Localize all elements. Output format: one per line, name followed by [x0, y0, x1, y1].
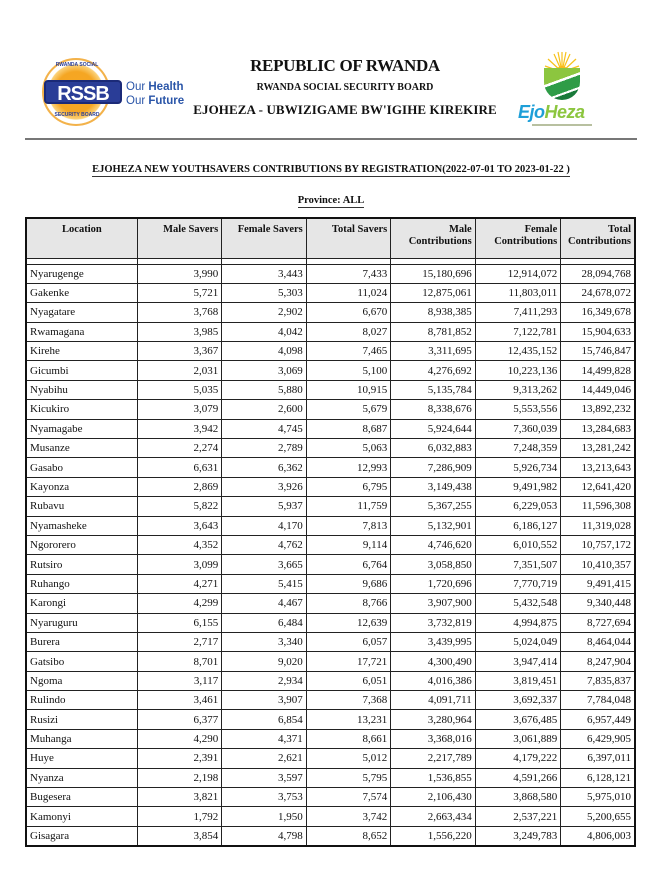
cell-male-savers: 3,985 [137, 322, 221, 341]
table-row [26, 361, 635, 380]
cell-male-contributions: 3,368,016 [391, 729, 475, 748]
cell-location: Musanze [26, 439, 137, 458]
cell-total-contributions: 13,213,643 [561, 458, 635, 477]
column-header-male-savers: Male Savers [137, 218, 221, 258]
cell-total-contributions: 24,678,072 [561, 283, 635, 302]
cell-total-contributions: 14,449,046 [561, 380, 635, 399]
tagline-health: Health [148, 81, 184, 93]
cell-female-contributions: 7,351,507 [475, 555, 561, 574]
cell-male-savers: 3,099 [137, 555, 221, 574]
cell-total-contributions: 8,464,044 [561, 632, 635, 651]
table-row [26, 807, 635, 826]
cell-male-savers: 5,822 [137, 497, 221, 516]
cell-location: Gicumbi [26, 361, 137, 380]
cell-male-savers: 2,717 [137, 632, 221, 651]
cell-total-contributions: 11,596,308 [561, 497, 635, 516]
cell-female-savers: 5,937 [222, 497, 306, 516]
cell-location: Karongi [26, 594, 137, 613]
cell-total-contributions: 13,892,232 [561, 400, 635, 419]
cell-female-savers: 2,934 [222, 671, 306, 690]
cell-female-savers: 4,798 [222, 826, 306, 846]
cell-total-savers: 8,027 [306, 322, 390, 341]
cell-male-contributions: 4,746,620 [391, 535, 475, 554]
table-row [26, 322, 635, 341]
cell-total-savers: 8,766 [306, 594, 390, 613]
cell-total-contributions: 6,429,905 [561, 729, 635, 748]
cell-total-savers: 7,574 [306, 788, 390, 807]
cell-total-savers: 10,915 [306, 380, 390, 399]
cell-total-savers: 3,742 [306, 807, 390, 826]
cell-male-savers: 3,990 [137, 264, 221, 283]
column-header-location: Location [26, 218, 137, 258]
ejoheza-slogan-line [532, 124, 592, 126]
cell-male-contributions: 3,058,850 [391, 555, 475, 574]
ejoheza-wordmark [518, 102, 585, 123]
cell-total-savers: 9,114 [306, 535, 390, 554]
cell-female-contributions: 7,411,293 [475, 303, 561, 322]
cell-female-contributions: 7,122,781 [475, 322, 561, 341]
cell-female-contributions: 3,947,414 [475, 652, 561, 671]
cell-total-savers: 8,687 [306, 419, 390, 438]
cell-male-savers: 3,117 [137, 671, 221, 690]
cell-male-savers: 2,198 [137, 768, 221, 787]
cell-location: Ruhango [26, 574, 137, 593]
rssb-logo-bottom-arc: SECURITY BOARD [54, 112, 100, 118]
cell-total-contributions: 15,746,847 [561, 342, 635, 361]
cell-total-savers: 9,686 [306, 574, 390, 593]
cell-male-contributions: 1,556,220 [391, 826, 475, 846]
table-row [26, 439, 635, 458]
cell-female-contributions: 7,770,719 [475, 574, 561, 593]
cell-female-savers: 2,600 [222, 400, 306, 419]
cell-male-contributions: 1,720,696 [391, 574, 475, 593]
cell-female-savers: 3,665 [222, 555, 306, 574]
cell-location: Muhanga [26, 729, 137, 748]
cell-total-contributions: 15,904,633 [561, 322, 635, 341]
cell-female-savers: 9,020 [222, 652, 306, 671]
cell-female-savers: 2,902 [222, 303, 306, 322]
cell-male-contributions: 1,536,855 [391, 768, 475, 787]
cell-female-contributions: 7,248,359 [475, 439, 561, 458]
cell-male-savers: 3,854 [137, 826, 221, 846]
wordmark-ejo: Ejo [518, 102, 545, 122]
cell-total-savers: 5,679 [306, 400, 390, 419]
cell-location: Gakenke [26, 283, 137, 302]
cell-female-savers: 4,042 [222, 322, 306, 341]
cell-female-savers: 4,371 [222, 729, 306, 748]
cell-male-savers: 3,821 [137, 788, 221, 807]
cell-total-contributions: 8,727,694 [561, 613, 635, 632]
cell-total-savers: 6,670 [306, 303, 390, 322]
cell-total-contributions: 5,975,010 [561, 788, 635, 807]
cell-female-contributions: 9,313,262 [475, 380, 561, 399]
cell-male-savers: 3,461 [137, 691, 221, 710]
table-row [26, 652, 635, 671]
cell-total-contributions: 14,499,828 [561, 361, 635, 380]
table-header-row [26, 218, 635, 258]
cell-total-savers: 13,231 [306, 710, 390, 729]
cell-male-contributions: 2,217,789 [391, 749, 475, 768]
cell-total-contributions: 5,200,655 [561, 807, 635, 826]
table-row [26, 574, 635, 593]
cell-female-contributions: 5,024,049 [475, 632, 561, 651]
cell-location: Bugesera [26, 788, 137, 807]
country-title: REPUBLIC OF RWANDA [250, 56, 440, 75]
cell-male-contributions: 5,132,901 [391, 516, 475, 535]
cell-female-contributions: 12,914,072 [475, 264, 561, 283]
cell-location: Ngororero [26, 535, 137, 554]
cell-total-savers: 7,465 [306, 342, 390, 361]
cell-male-contributions: 5,924,644 [391, 419, 475, 438]
cell-male-savers: 2,869 [137, 477, 221, 496]
cell-male-contributions: 7,286,909 [391, 458, 475, 477]
cell-male-contributions: 4,016,386 [391, 671, 475, 690]
cell-female-savers: 4,170 [222, 516, 306, 535]
program-title: EJOHEZA - UBWIZIGAME BW'IGIHE KIREKIRE [193, 102, 497, 117]
cell-total-savers: 6,795 [306, 477, 390, 496]
cell-total-contributions: 16,349,678 [561, 303, 635, 322]
cell-total-contributions: 6,397,011 [561, 749, 635, 768]
report-title-text: EJOHEZA NEW YOUTHSAVERS CONTRIBUTIONS BY REGISTRATION(2022-07-01 TO 2023-01-22 ) [92, 164, 570, 175]
cell-female-savers: 4,467 [222, 594, 306, 613]
cell-female-contributions: 4,179,222 [475, 749, 561, 768]
cell-location: Kamonyi [26, 807, 137, 826]
cell-male-contributions: 12,875,061 [391, 283, 475, 302]
cell-female-savers: 3,069 [222, 361, 306, 380]
cell-female-contributions: 3,676,485 [475, 710, 561, 729]
table-row [26, 632, 635, 651]
cell-male-savers: 3,942 [137, 419, 221, 438]
cell-location: Huye [26, 749, 137, 768]
cell-male-savers: 2,031 [137, 361, 221, 380]
cell-location: Gasabo [26, 458, 137, 477]
board-title: RWANDA SOCIAL SECURITY BOARD [256, 82, 434, 93]
cell-location: Nyanza [26, 768, 137, 787]
column-header-female-savers: Female Savers [222, 218, 306, 258]
cell-location: Nyarugenge [26, 264, 137, 283]
cell-total-savers: 5,063 [306, 439, 390, 458]
cell-total-contributions: 11,319,028 [561, 516, 635, 535]
cell-male-savers: 4,352 [137, 535, 221, 554]
cell-location: Rutsiro [26, 555, 137, 574]
cell-male-contributions: 6,032,883 [391, 439, 475, 458]
cell-total-contributions: 4,806,003 [561, 826, 635, 846]
cell-female-savers: 3,443 [222, 264, 306, 283]
document-header [20, 32, 642, 132]
cell-female-contributions: 6,186,127 [475, 516, 561, 535]
cell-total-contributions: 7,784,048 [561, 691, 635, 710]
table-row [26, 477, 635, 496]
cell-female-contributions: 4,591,266 [475, 768, 561, 787]
cell-total-savers: 6,057 [306, 632, 390, 651]
cell-total-savers: 8,661 [306, 729, 390, 748]
cell-male-savers: 6,377 [137, 710, 221, 729]
table-row [26, 749, 635, 768]
table-row [26, 303, 635, 322]
cell-total-contributions: 28,094,768 [561, 264, 635, 283]
contributions-table [25, 217, 636, 847]
cell-female-savers: 5,880 [222, 380, 306, 399]
column-header-total-contributions: Total Contributions [561, 218, 635, 258]
cell-female-savers: 4,098 [222, 342, 306, 361]
cell-male-savers: 4,299 [137, 594, 221, 613]
table-row [26, 535, 635, 554]
cell-male-contributions: 8,338,676 [391, 400, 475, 419]
cell-total-contributions: 8,247,904 [561, 652, 635, 671]
header-divider [25, 138, 637, 140]
cell-total-contributions: 12,641,420 [561, 477, 635, 496]
cell-female-savers: 2,789 [222, 439, 306, 458]
cell-male-savers: 3,079 [137, 400, 221, 419]
table-row [26, 419, 635, 438]
green-hills-icon [544, 68, 580, 100]
cell-female-contributions: 5,553,556 [475, 400, 561, 419]
cell-female-contributions: 6,010,552 [475, 535, 561, 554]
cell-female-contributions: 9,491,982 [475, 477, 561, 496]
cell-total-savers: 6,051 [306, 671, 390, 690]
cell-male-contributions: 8,781,852 [391, 322, 475, 341]
cell-female-savers: 1,950 [222, 807, 306, 826]
cell-female-contributions: 2,537,221 [475, 807, 561, 826]
table-row [26, 264, 635, 283]
table-row [26, 283, 635, 302]
cell-male-savers: 5,721 [137, 283, 221, 302]
cell-male-savers: 6,631 [137, 458, 221, 477]
cell-male-contributions: 2,663,434 [391, 807, 475, 826]
cell-male-savers: 6,155 [137, 613, 221, 632]
cell-location: Rwamagana [26, 322, 137, 341]
cell-total-savers: 12,993 [306, 458, 390, 477]
province-filter-text: Province: ALL [297, 195, 365, 206]
cell-male-contributions: 4,276,692 [391, 361, 475, 380]
cell-female-contributions: 3,061,889 [475, 729, 561, 748]
cell-total-contributions: 7,835,837 [561, 671, 635, 690]
cell-male-savers: 3,768 [137, 303, 221, 322]
table-row [26, 594, 635, 613]
ejoheza-logo [516, 48, 606, 128]
cell-female-contributions: 7,360,039 [475, 419, 561, 438]
cell-total-contributions: 13,284,683 [561, 419, 635, 438]
cell-female-savers: 5,415 [222, 574, 306, 593]
cell-male-contributions: 3,149,438 [391, 477, 475, 496]
wordmark-heza: Heza [544, 102, 585, 122]
table-row [26, 555, 635, 574]
cell-female-contributions: 3,868,580 [475, 788, 561, 807]
table-row [26, 710, 635, 729]
cell-total-contributions: 6,128,121 [561, 768, 635, 787]
cell-total-contributions: 10,757,172 [561, 535, 635, 554]
cell-total-savers: 6,764 [306, 555, 390, 574]
cell-female-savers: 6,854 [222, 710, 306, 729]
table-row [26, 788, 635, 807]
cell-location: Gisagara [26, 826, 137, 846]
rssb-acronym: RSSB [44, 80, 122, 104]
cell-female-contributions: 3,692,337 [475, 691, 561, 710]
cell-total-contributions: 9,491,415 [561, 574, 635, 593]
cell-female-contributions: 4,994,875 [475, 613, 561, 632]
table-row [26, 342, 635, 361]
cell-location: Rusizi [26, 710, 137, 729]
cell-male-savers: 2,391 [137, 749, 221, 768]
table-body [26, 264, 635, 846]
cell-location: Rulindo [26, 691, 137, 710]
cell-location: Kirehe [26, 342, 137, 361]
cell-female-contributions: 5,432,548 [475, 594, 561, 613]
cell-female-contributions: 6,229,053 [475, 497, 561, 516]
table-row [26, 826, 635, 846]
column-header-female-contributions: Female Contributions [475, 218, 561, 258]
report-title [0, 164, 662, 175]
cell-total-savers: 7,813 [306, 516, 390, 535]
cell-female-contributions: 11,803,011 [475, 283, 561, 302]
cell-female-contributions: 10,223,136 [475, 361, 561, 380]
cell-male-savers: 5,035 [137, 380, 221, 399]
column-header-total-savers: Total Savers [306, 218, 390, 258]
cell-female-savers: 3,907 [222, 691, 306, 710]
cell-total-savers: 8,652 [306, 826, 390, 846]
table-row [26, 729, 635, 748]
cell-total-savers: 11,759 [306, 497, 390, 516]
cell-female-savers: 6,484 [222, 613, 306, 632]
cell-female-savers: 3,753 [222, 788, 306, 807]
cell-male-contributions: 5,367,255 [391, 497, 475, 516]
cell-male-contributions: 4,300,490 [391, 652, 475, 671]
cell-location: Burera [26, 632, 137, 651]
cell-total-savers: 7,368 [306, 691, 390, 710]
cell-male-contributions: 4,091,711 [391, 691, 475, 710]
cell-total-savers: 5,100 [306, 361, 390, 380]
table-row [26, 497, 635, 516]
cell-female-savers: 2,621 [222, 749, 306, 768]
table-row [26, 768, 635, 787]
tagline-our-1: Our [126, 81, 149, 93]
cell-female-savers: 4,745 [222, 419, 306, 438]
cell-male-savers: 3,643 [137, 516, 221, 535]
cell-male-savers: 2,274 [137, 439, 221, 458]
cell-male-contributions: 3,280,964 [391, 710, 475, 729]
cell-female-contributions: 5,926,734 [475, 458, 561, 477]
header-titles [170, 56, 520, 118]
cell-male-contributions: 3,311,695 [391, 342, 475, 361]
cell-female-savers: 4,762 [222, 535, 306, 554]
cell-male-contributions: 15,180,696 [391, 264, 475, 283]
cell-total-savers: 5,795 [306, 768, 390, 787]
cell-location: Kayonza [26, 477, 137, 496]
cell-location: Nyagatare [26, 303, 137, 322]
cell-female-savers: 3,340 [222, 632, 306, 651]
cell-male-savers: 3,367 [137, 342, 221, 361]
table-row [26, 671, 635, 690]
cell-female-savers: 5,303 [222, 283, 306, 302]
table-row [26, 613, 635, 632]
cell-male-savers: 4,290 [137, 729, 221, 748]
cell-male-contributions: 8,938,385 [391, 303, 475, 322]
table-row [26, 516, 635, 535]
cell-male-contributions: 2,106,430 [391, 788, 475, 807]
cell-total-savers: 7,433 [306, 264, 390, 283]
cell-location: Ngoma [26, 671, 137, 690]
cell-total-savers: 5,012 [306, 749, 390, 768]
cell-total-contributions: 9,340,448 [561, 594, 635, 613]
cell-location: Kicukiro [26, 400, 137, 419]
cell-female-contributions: 12,435,152 [475, 342, 561, 361]
cell-female-savers: 3,926 [222, 477, 306, 496]
cell-total-savers: 11,024 [306, 283, 390, 302]
cell-female-contributions: 3,249,783 [475, 826, 561, 846]
cell-total-contributions: 6,957,449 [561, 710, 635, 729]
cell-male-contributions: 3,732,819 [391, 613, 475, 632]
rssb-logo-top-arc: RWANDA SOCIAL [55, 62, 99, 68]
cell-female-contributions: 3,819,451 [475, 671, 561, 690]
table-row [26, 380, 635, 399]
cell-total-savers: 12,639 [306, 613, 390, 632]
tagline-our-2: Our [126, 95, 149, 107]
cell-total-contributions: 13,281,242 [561, 439, 635, 458]
cell-total-contributions: 10,410,357 [561, 555, 635, 574]
column-header-male-contributions: Male Contributions [391, 218, 475, 258]
cell-male-contributions: 3,907,900 [391, 594, 475, 613]
cell-female-savers: 3,597 [222, 768, 306, 787]
cell-location: Nyamasheke [26, 516, 137, 535]
table-row [26, 691, 635, 710]
table-row [26, 400, 635, 419]
cell-male-contributions: 5,135,784 [391, 380, 475, 399]
table-row [26, 458, 635, 477]
cell-female-savers: 6,362 [222, 458, 306, 477]
cell-location: Gatsibo [26, 652, 137, 671]
cell-location: Nyamagabe [26, 419, 137, 438]
cell-location: Nyaruguru [26, 613, 137, 632]
cell-male-savers: 4,271 [137, 574, 221, 593]
cell-location: Rubavu [26, 497, 137, 516]
province-filter [0, 195, 662, 206]
tagline-future: Future [148, 95, 185, 107]
cell-male-contributions: 3,439,995 [391, 632, 475, 651]
cell-male-savers: 8,701 [137, 652, 221, 671]
cell-location: Nyabihu [26, 380, 137, 399]
cell-male-savers: 1,792 [137, 807, 221, 826]
cell-total-savers: 17,721 [306, 652, 390, 671]
rssb-logo [24, 42, 194, 132]
